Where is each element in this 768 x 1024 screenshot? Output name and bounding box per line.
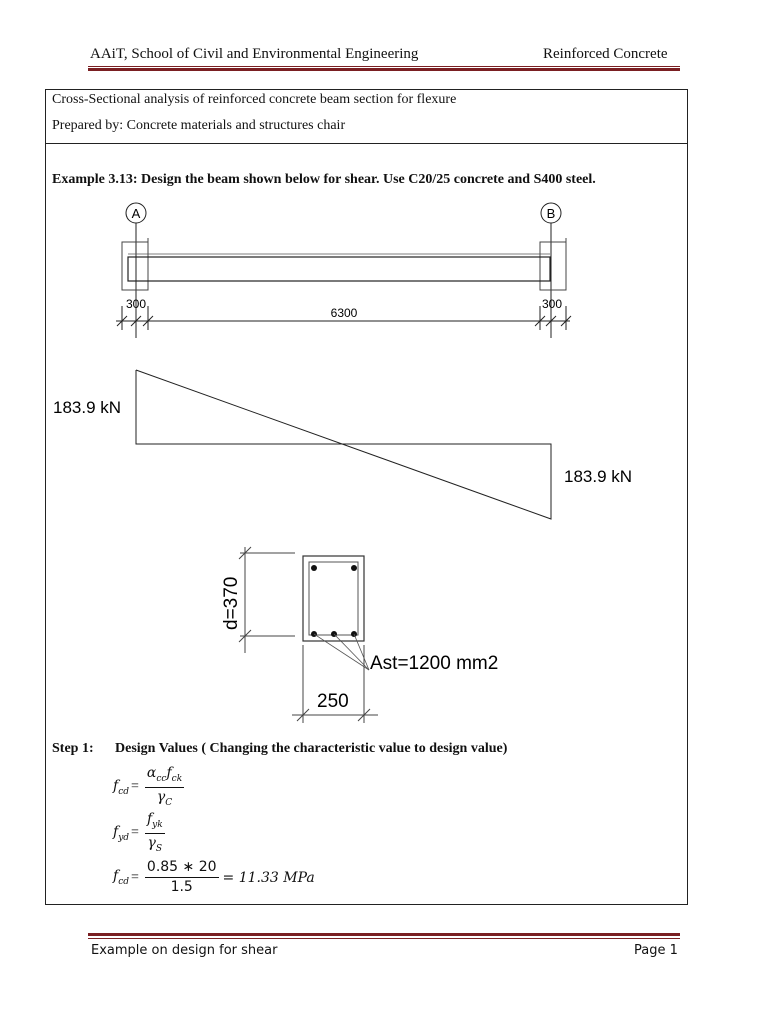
page-number: Page 1: [634, 943, 678, 958]
support-a-label: A: [131, 206, 141, 221]
beam-diagram: [100, 198, 590, 343]
shear-force-diagram: [48, 364, 648, 524]
span-length: 6300: [330, 306, 358, 320]
cross-section-diagram: [210, 535, 530, 730]
fcd-numerator: 0.85 ∗ 20: [145, 860, 219, 878]
shear-left-value: 183.9 kN: [53, 398, 122, 417]
step1-label: Step 1:: [52, 741, 94, 756]
left-support: [122, 242, 148, 290]
shear-diagram-outline: [136, 370, 551, 519]
width-label: 250: [317, 691, 349, 712]
header-rule: [88, 68, 680, 71]
depth-label: d=370: [221, 576, 242, 630]
shear-right-value: 183.9 kN: [564, 467, 633, 486]
footer-rule: [88, 933, 680, 936]
stirrup: [309, 562, 358, 635]
fcd-denominator: 1.5: [170, 879, 193, 896]
equation-fcd-calculation: $f_{cd}$ = $\frac{0.85 ∗ 20}{1.5}$ = 11.33 MPa: [113, 859, 315, 896]
right-support: [540, 242, 566, 290]
left-support-width: 300: [125, 297, 147, 311]
top-bar-right: [351, 565, 357, 571]
steel-area-label: Ast=1200 mm2: [370, 653, 499, 674]
example-title: Example 3.13: Design the beam shown below for shear. Use C20/25 concrete and S400 steel.: [52, 172, 596, 187]
support-b-label: B: [546, 206, 556, 221]
equation-fcd-formula: $f_{cd}$ = $\frac{\alpha_{cc}f_{ck}}{\gamma_C}$: [113, 765, 183, 808]
step1-description: Design Values ( Changing the characteristic value to design value): [115, 741, 508, 756]
beam: [128, 257, 550, 281]
equation-fyd-formula: $f_{yd}$ = $\frac{f_{yk}}{\gamma_S}$: [113, 811, 163, 854]
top-bar-left: [311, 565, 317, 571]
fcd-result: = 11.33 MPa: [222, 869, 315, 886]
footer-rule-thin: [88, 938, 680, 939]
right-support-width: 300: [541, 297, 563, 311]
header-rule-thin: [88, 66, 680, 67]
footer-topic: Example on design for shear: [91, 943, 278, 958]
header-school: AAiT, School of Civil and Environmental Engineering: [90, 46, 419, 62]
prepared-by: Prepared by: Concrete materials and structures chair: [52, 118, 346, 133]
box-divider: [45, 143, 688, 144]
document-subject: Cross-Sectional analysis of reinforced concrete beam section for flexure: [52, 92, 457, 107]
header-course: Reinforced Concrete: [543, 46, 668, 62]
